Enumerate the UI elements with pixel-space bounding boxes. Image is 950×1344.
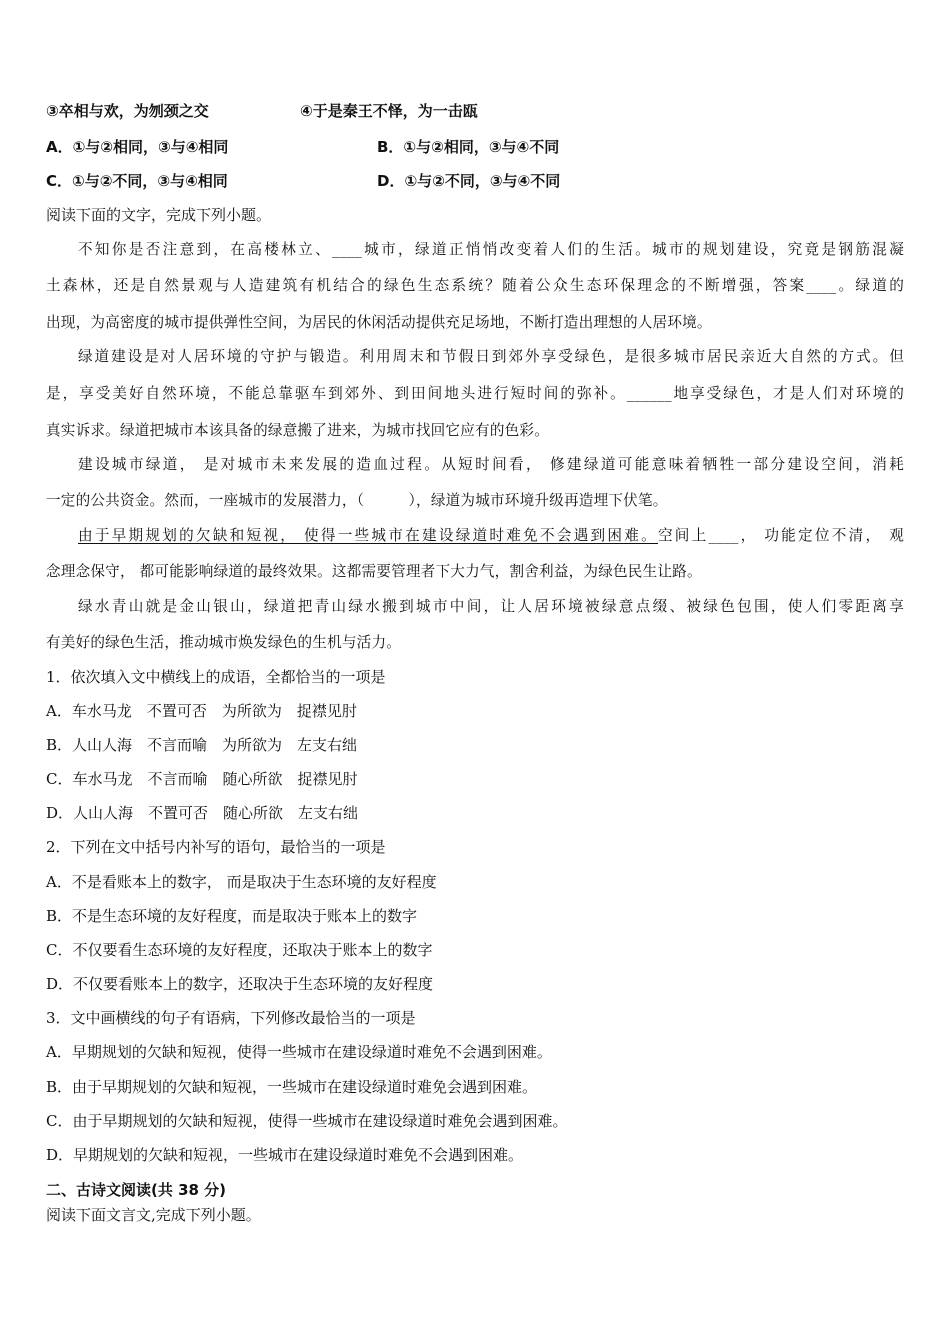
question-3-option-d: D．早期规划的欠缺和短视，一些城市在建设绿道时难免不会遇到困难。 (46, 1146, 524, 1164)
passage-p1-line3: 出现，为高密度的城市提供弹性空间，为居民的休闲活动提供充足场地，不断打造出理想的人居环境。 (46, 314, 712, 331)
passage-p1-line1: 不知你是否注意到，在高楼林立、____城市，绿道正悄悄改变着人们的生活。城市的规划建设，究竟是钢筋混凝 (78, 241, 904, 258)
underlined-sentence: 由于早期规划的欠缺和短视， 使得一些城市在建设绿道时难免不会遇到困难。 (78, 527, 658, 544)
option-row-3 (46, 171, 561, 191)
passage-p2-line3: 真实诉求。绿道把城市本该具备的绿意搬了进来，为城市找回它应有的色彩。 (46, 422, 549, 439)
question-2-option-c: C．不仅要看生态环境的友好程度，还取决于账本上的数字 (46, 941, 433, 959)
question-3-option-c: C．由于早期规划的欠缺和短视，使得一些城市在建设绿道时难免会遇到困难。 (46, 1112, 568, 1130)
passage-p4-line2: 念理念保守， 都可能影响绿道的最终效果。这都需要管理者下大力气，割舍利益，为绿色民生让路。 (46, 563, 702, 580)
section-2-instruction: 阅读下面文言文,完成下列小题。 (46, 1206, 261, 1224)
question-1-option-b: B．人山人海 不言而喻 为所欲为 左支右绌 (46, 736, 358, 754)
question-3-stem: 3．文中画横线的句子有语病，下列修改最恰当的一项是 (46, 1009, 416, 1027)
section-2-heading: 二、古诗文阅读(共 38 分) (46, 1181, 227, 1199)
option-row-2 (46, 137, 560, 157)
passage-p4-line1 (46, 526, 904, 546)
option-a: A．①与②相同，③与④相同 (46, 138, 229, 156)
question-1-option-c: C．车水马龙 不言而喻 随心所欲 捉襟见肘 (46, 770, 358, 788)
option-row-1 (46, 101, 478, 121)
question-1-option-a: A．车水马龙 不置可否 为所欲为 捉襟见肘 (46, 702, 357, 720)
question-2-option-b: B．不是生态环境的友好程度，而是取决于账本上的数字 (46, 907, 418, 925)
option-c: C．①与②不同，③与④相同 (46, 172, 228, 190)
question-3-option-a: A．早期规划的欠缺和短视，使得一些城市在建设绿道时难免不会遇到困难。 (46, 1043, 552, 1061)
passage-p4-line1-rest: 空间上____， 功能定位不清， 观 (657, 527, 904, 544)
question-1-option-d: D．人山人海 不置可否 随心所欲 左支右绌 (46, 804, 359, 822)
sentence-3: ③卒相与欢，为刎颈之交 (46, 102, 209, 120)
question-2-option-a: A．不是看账本上的数字， 而是取决于生态环境的友好程度 (46, 873, 437, 891)
option-d: D．①与②不同，③与④不同 (377, 172, 561, 190)
passage-p5-line2: 有美好的绿色生活，推动城市焕发绿色的生机与活力。 (46, 634, 402, 651)
reading-intro: 阅读下面的文字，完成下列小题。 (46, 206, 272, 224)
question-2-stem: 2．下列在文中括号内补写的语句，最恰当的一项是 (46, 838, 386, 856)
question-3-option-b: B．由于早期规划的欠缺和短视，一些城市在建设绿道时难免会遇到困难。 (46, 1078, 538, 1096)
passage-p3-line2: 一定的公共资金。然而，一座城市的发展潜力，（ ），绿道为城市环境升级再造埋下伏笔。 (46, 492, 668, 509)
passage-p5-line1: 绿水青山就是金山银山，绿道把青山绿水搬到城市中间，让人居环境被绿意点缀、被绿色包围，使人们零距离享 (78, 598, 904, 615)
passage-p3-line1: 建设城市绿道， 是对城市未来发展的造血过程。从短时间看， 修建绿道可能意味着牺牲一部分建设空间，消耗 (78, 456, 904, 473)
passage-p2-line1: 绿道建设是对人居环境的守护与锻造。利用周末和节假日到郊外享受绿色，是很多城市居民亲近大自然的方式。但 (78, 348, 904, 365)
option-b: B．①与②相同，③与④不同 (377, 138, 560, 156)
passage-p2-line2: 是，享受美好自然环境，不能总靠驱车到郊外、到田间地头进行短时间的弥补。______地享受绿色，才是人们对环境的 (46, 385, 904, 402)
question-2-option-d: D．不仅要看账本上的数字，还取决于生态环境的友好程度 (46, 975, 434, 993)
question-1-stem: 1．依次填入文中横线上的成语，全都恰当的一项是 (46, 668, 386, 686)
passage-p1-line2: 土森林，还是自然景观与人造建筑有机结合的绿色生态系统？随着公众生态环保理念的不断增强，答案____。绿道的 (46, 277, 904, 294)
sentence-4: ④于是秦王不怿，为一击瓯 (300, 102, 478, 120)
